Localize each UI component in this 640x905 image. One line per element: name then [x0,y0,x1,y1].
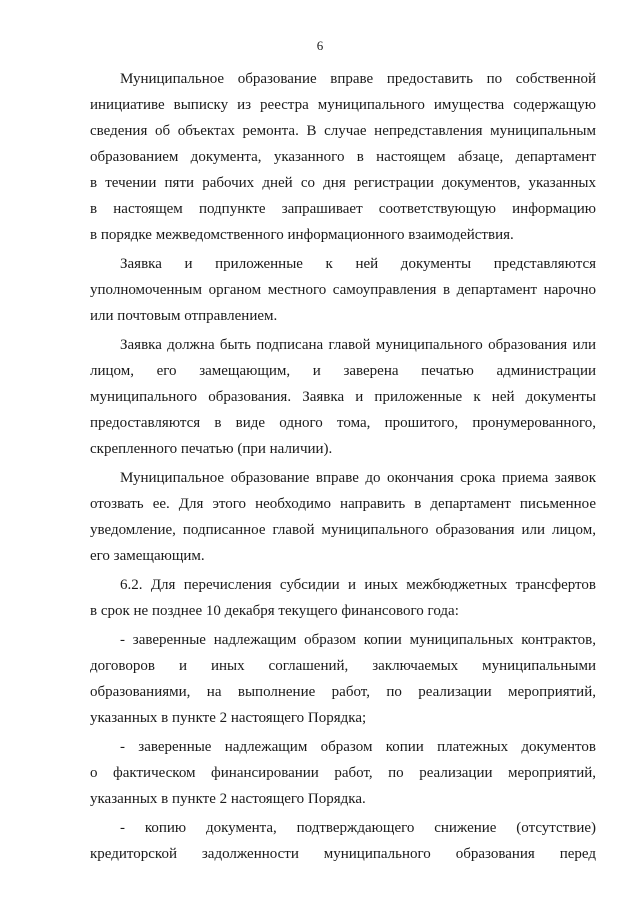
text-line: скрепленного печатью (при наличии). [90,441,333,457]
text-line: Заявка и приложенные к ней документы представляются [120,256,596,272]
text-line: уполномоченным органом местного самоуправления в департамент нарочно [90,282,596,298]
text-line: муниципального образования. Заявка и приложенные к ней документы [90,389,596,405]
text-line: инициативе выписку из реестра муниципального имущества содержащую [90,97,596,113]
text-line: Заявка должна быть подписана главой муниципального образования или [120,337,596,353]
text-line: предоставляются в виде одного тома, прошитого, пронумерованного, [90,415,596,431]
text-line: - заверенные надлежащим образом копии муниципальных контрактов, [120,632,596,648]
text-line: о фактическом финансировании работ, по реализации мероприятий, [90,765,596,781]
text-line: указанных в пункте 2 настоящего Порядка. [90,791,366,807]
text-line: лицом, его замещающим, и заверена печатью администрации [90,363,596,379]
text-line: Муниципальное образование вправе предоставить по собственной [120,71,596,87]
text-line: договоров и иных соглашений, заключаемых муниципальными [90,658,596,674]
text-line: образованием документа, указанного в настоящем абзаце, департамент [90,149,596,165]
text-line: уведомление, подписанное главой муниципального образования или лицом, [90,522,596,538]
text-line: в настоящем подпункте запрашивает соответствующую информацию [90,201,596,217]
paragraph-extract-registry [90,66,596,248]
document-body [90,66,596,867]
text-line: в порядке межведомственного информационного взаимодействия. [90,227,514,243]
text-line: сведения об объектах ремонта. В случае непредставления муниципальным [90,123,596,139]
text-line: в течении пяти рабочих дней со дня регистрации документов, указанных [90,175,596,191]
paragraph-application-signature [90,332,596,462]
text-line: его замещающим. [90,548,205,564]
list-item-debt-reduction [90,815,596,867]
text-line: образованиями, на выполнение работ, по реализации мероприятий, [90,684,596,700]
text-line: кредиторской задолженности муниципального образования перед [90,846,596,862]
text-line: - заверенные надлежащим образом копии платежных документов [120,739,596,755]
page-number: 6 [316,38,324,53]
paragraph-application-withdrawal [90,465,596,569]
paragraph-section-6-2 [90,572,596,624]
text-line: указанных в пункте 2 настоящего Порядка; [90,710,367,726]
text-line: 6.2. Для перечисления субсидии и иных межбюджетных трансфертов [120,577,596,593]
list-item-payment-documents [90,734,596,812]
list-item-contract-copies [90,627,596,731]
text-line: отозвать ее. Для этого необходимо направить в департамент письменное [90,496,596,512]
text-line: Муниципальное образование вправе до окончания срока приема заявок [120,470,596,486]
text-line: в срок не позднее 10 декабря текущего финансового года: [90,603,459,619]
text-line: - копию документа, подтверждающего снижение (отсутствие) [120,820,596,836]
text-line: или почтовым отправлением. [90,308,278,324]
paragraph-application-submission [90,251,596,329]
